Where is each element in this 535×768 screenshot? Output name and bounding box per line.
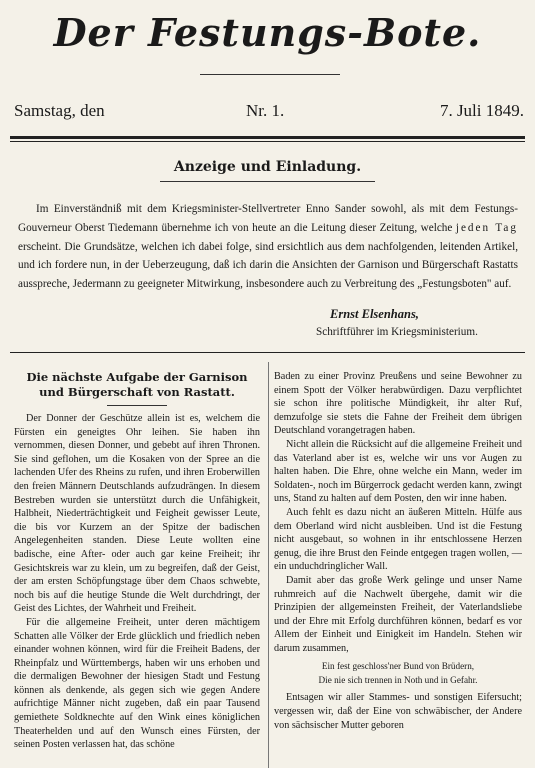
verse-line: Ein fest geschloss'ner Bund von Brüdern, [321,661,475,672]
dateline-day: Samstag, den [14,101,105,120]
article-paragraph: Entsagen wir aller Stammes- und sonstigen Eifersucht; vergessen wir, daß der Eine von schwäbischer, der Andere von sächsischer Mutter geboren [274,692,522,731]
masthead-rule [200,74,340,75]
issue-date: 7. Juli 1849. [439,101,524,120]
article-paragraph: Baden zu einer Provinz Preußens und seine Bewohner zu einem Spott der Völker herabwürdigen. Dazu verpflichtet sie schon ihre politische Mündigkeit, ihr alter Ruf, demzufolge sie stets die Fahne der Freiheit dem übrigen Deutschland vorangetragen haben. [274,371,522,437]
verse-quote [274,659,522,687]
article-paragraph: Damit aber das große Werk gelinge und unser Name ruhmreich auf die Nachwelt übergehe, damit wir die Prinzipien der allgemeinsten Freiheit, der Vaterlandsliebe und der Ehre mit Erfolg durchführen können, bedarf es vor Allem der Einheit und Einigkeit im Handeln. Stehen wir darum zusammen, [274,574,522,654]
column-divider [268,362,269,768]
article-paragraph: Der Donner der Geschütze allein ist es, welchem die Fürsten ein geneigtes Ohr leihen. Sie haben ihn vernommen, diesen Donner, und gebebt auf ihren Thronen. Sie sind geflohen, um die Kosaken von der Spree an die lachenden Ufer des Rheins zu rufen, und ihren Eroberwillen den freien Männern Deutschlands aufzudrängen. In diesem Bestreben wurden sie unterstützt durch die Unfähigkeit, Halbheit, Niederträchtigkeit und Feigheit gewisser Leute, die bis vor Kurzem an der Spitze der badischen Angelegenheiten standen. Diese Leute wollten eine badische, eine After- oder auch gar keine Freiheit; ihr Gesichtskreis war zu klein, um zu begreifen, daß der Geist, der am ersten Schöpfungstage über dem Chaos schwebte, noch bis auf die heutige Stunde die Welt durchdringt, der Geist des Lichtes, der Wahrheit und Freiheit. [14,413,260,615]
header-rule-thin [10,141,525,142]
issue-number: Nr. 1. [246,101,285,120]
signature-name: Ernst Elsenhans, [330,307,419,321]
notice-heading: Anzeige und Einladung. [173,159,362,175]
verse-line: Die nie sich trennen in Noth und in Gefahr. [318,675,478,686]
header-rule-thick [10,136,525,139]
article-paragraph: Nicht allein die Rücksicht auf die allgemeine Freiheit und das Vaterland aber ist es, welche wir uns vor Augen zu halten haben. Die Ehre, ohne welche ein Mann, weder im Soldaten-, noch im Bürgerrock gedacht werden kann, zwingt uns, Stand zu halten auf dem Posten, den wir inne haben. [274,438,522,505]
notice-body [18,200,518,294]
notice-emphasis: jeden Tag [455,221,518,234]
signature-title: Schriftführer im Kriegsministerium. [316,326,478,338]
article-paragraph: Auch fehlt es dazu nicht an äußeren Mitteln. Hülfe aus dem Oberland wird nicht ausbleiben. Und ist die Festung nicht ausgebaut, so wohnen in ihr entschlossene Herzen genug, die ihre Brust den Feinde entgegen tragen wollen, — ein unduchdringlicher Wall. [274,506,522,573]
masthead-title: Der Festungs-Bote. [53,10,482,55]
article-column-left [14,370,260,768]
notice-heading-rule [160,181,375,182]
article-column-right [274,370,522,768]
section-rule [10,352,525,353]
notice-text-1: Im Einverständniß mit dem Kriegsminister-Stellvertreter Enno Sander sowohl, als mit dem Festungs-Gouverneur Oberst Tiedemann übernehme ich von heute an die Leitung dieser Zeitung, welche [18,203,518,234]
notice-text-2: erscheint. Die Grundsätze, welchen ich dabei folge, sind ersichtlich aus dem nachfolgenden, leitenden Artikel, und ich fordere nun, in der Ueberzeugung, daß ich darin die Ansichten der Garnison und Bürgerschaft Rastatts ausspreche, Jedermann zu geeigneter Mitwirkung, insbesondere auch zu Verbreitung des „Festungsboten" auf. [18,240,518,291]
article-paragraph: Für die allgemeine Freiheit, unter deren mächtigem Schatten alle Völker der Erde glücklich und friedlich neben einander wohnen können, wird für die Freiheit Badens, der Rheinpfalz und Württembergs, haben wir uns erhoben und die dermaligen Bewohner der hiesigen Stadt und Festung können als denkende, als gegen sich wie gegen Andere aufrichtige Männer nicht zugeben, daß ein paar Tausend gemiethete Soldknechte auf den Wink eines königlichen Theaterhelden und auf den Wunsch eines Fürsten, der seinen Posten verlassen hat, das schöne [14,616,260,751]
article-heading: Die nächste Aufgabe der Garnison und Bürgerschaft von Rastatt. [26,370,248,399]
article-heading-rule [107,405,167,406]
